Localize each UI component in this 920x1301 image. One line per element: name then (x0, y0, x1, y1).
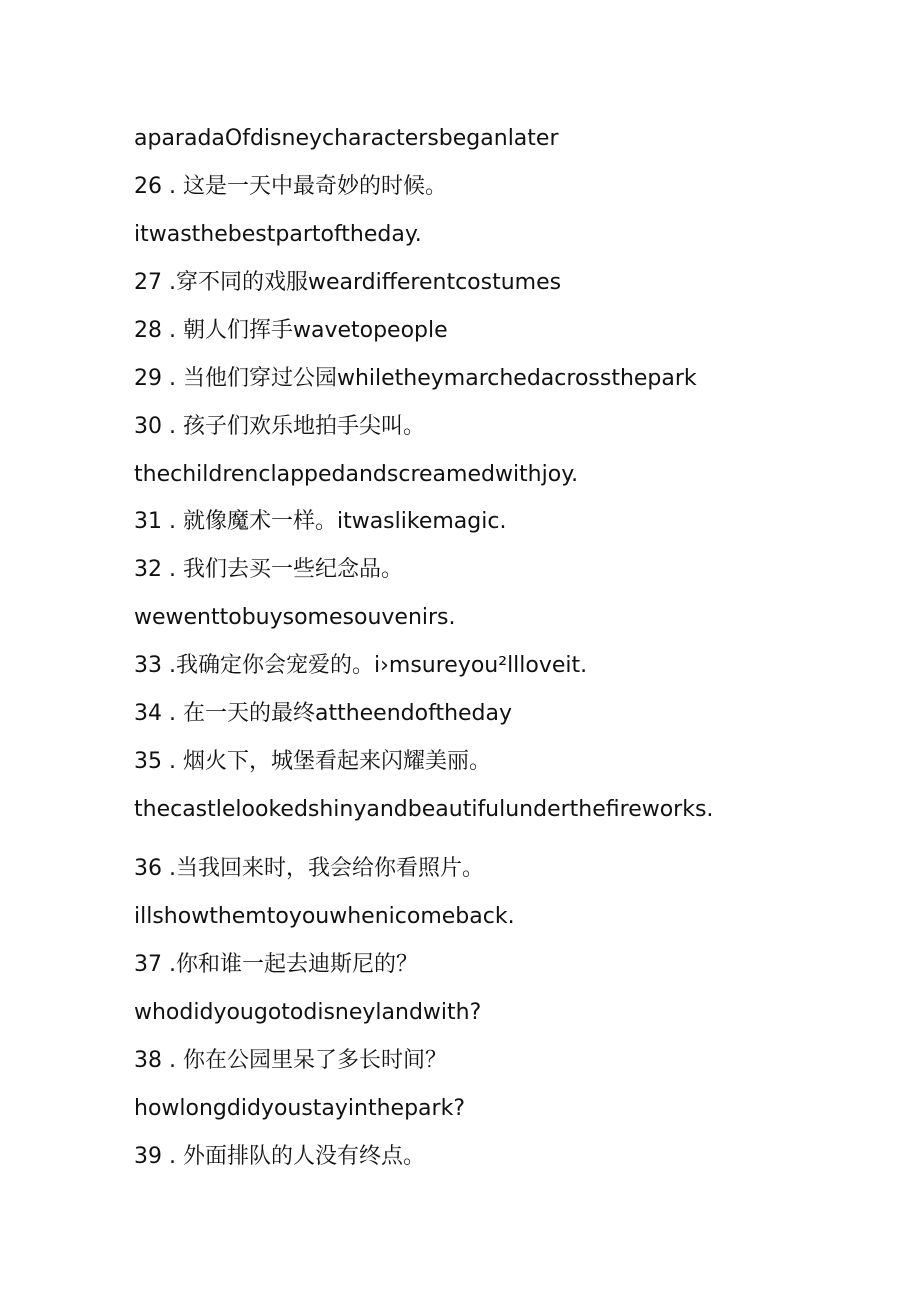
text-line: 29 . 当他们穿过公园whiletheymarchedacrossthepark (134, 366, 697, 391)
text-line: 32 . 我们去买一些纪念品。 (134, 557, 403, 582)
text-line: illshowthemtoyouwhenicomeback. (134, 904, 515, 929)
text-line: 37 .你和谁一起去迪斯尼的？ (134, 952, 418, 977)
text-line: thechildrenclappedandscreamedwithjoy. (134, 462, 579, 487)
text-line: 27 .穿不同的戏服weardifferentcostumes (134, 270, 562, 295)
text-line: whodidyougotodisneylandwith? (134, 1000, 482, 1025)
text-line: 39 . 外面排队的人没有终点。 (134, 1144, 425, 1169)
text-line: 31 . 就像魔术一样。itwaslikemagic. (134, 509, 507, 534)
text-line: itwasthebestpartoftheday. (134, 222, 422, 247)
text-line: 33 .我确定你会宠爱的。i›msureyou²llloveit. (134, 653, 588, 678)
text-line: 30 . 孩子们欢乐地拍手尖叫。 (134, 414, 425, 439)
text-line: howlongdidyoustayinthepark? (134, 1096, 465, 1121)
text-line: wewenttobuysomesouvenirs. (134, 605, 456, 630)
text-line: 36 .当我回来时，我会给你看照片。 (134, 856, 484, 881)
text-line: 26 . 这是一天中最奇妙的时候。 (134, 174, 447, 199)
text-line: 35 . 烟火下，城堡看起来闪耀美丽。 (134, 749, 491, 774)
text-line: 34 . 在一天的最终attheendoftheday (134, 701, 513, 726)
text-line: thecastlelookedshinyandbeautifulunderthefireworks. (134, 797, 714, 822)
text-line: 28 . 朝人们挥手wavetopeople (134, 318, 448, 343)
text-line: 38 . 你在公园里呆了多长时间？ (134, 1048, 447, 1073)
text-line: aparadaOfdisneycharactersbeganlater (134, 126, 559, 151)
